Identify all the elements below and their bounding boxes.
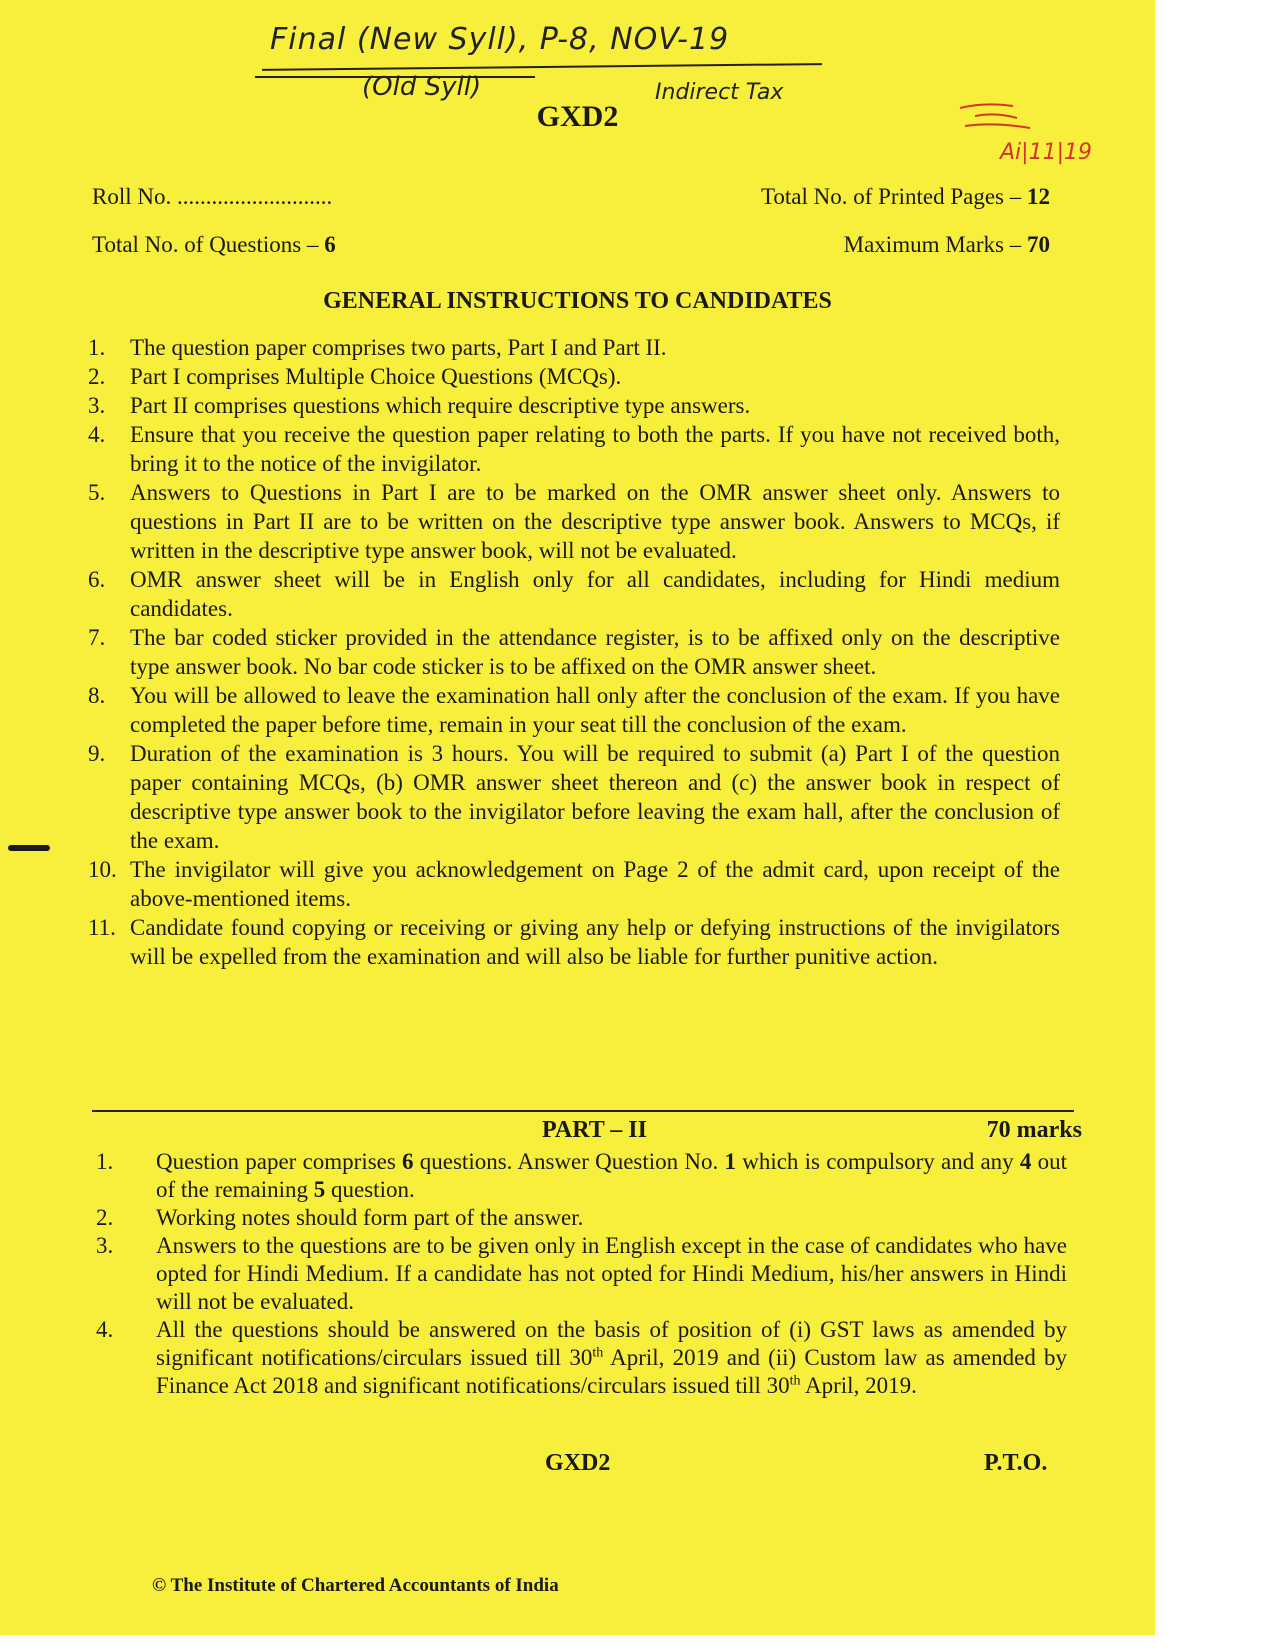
list-item: 11. Candidate found copying or receiving or giving any help or defying instructions of the invigilators will be expelled from the examination and will also be liable for further punitive action. [88,915,1060,969]
part-ii-header [92,1117,1082,1147]
general-instructions-list [88,333,1060,971]
list-item: 3. Part II comprises questions which require descriptive type answers. [88,393,751,418]
list-item: 3. Answers to the questions are to be given only in English except in the case of candidates who have opted for Hindi Medium. If a candidate has not opted for Hindi Medium, his/her answers in Hindi will not be evaluated. [96,1233,1067,1314]
list-item: 10. The invigilator will give you acknowledgement on Page 2 of the admit card, upon receipt of the above-mentioned items. [88,857,1060,911]
part-ii-instructions-list [92,1148,1067,1400]
list-item: 8. You will be allowed to leave the examination hall only after the conclusion of the exam. If you have completed the paper before time, remain in your seat till the conclusion of the exam. [88,683,1060,737]
section-divider [92,1110,1074,1112]
handwritten-red-date: Ai|11|19 [1000,140,1092,165]
copyright-notice: © The Institute of Chartered Accountants of India [152,1575,559,1596]
margin-ink-mark [8,845,50,851]
list-item: 5. Answers to Questions in Part I are to be marked on the OMR answer sheet only. Answers to questions in Part II are to be written on the descriptive type answer book. Answers to MCQs, if written in the descriptive type answer book, will not be evaluated. [88,480,1060,563]
list-item: 4. All the questions should be answered on the basis of position of (i) GST laws as amended by significant notifications/circulars issued till 30th April, 2019 and (ii) Custom law as amended by Finance Act 2018 and significant notifications/circulars issued till 30th April, 2019. [96,1317,1067,1398]
roll-no-field: Roll No. ........................... [92,184,333,209]
handwritten-syllabus-note: (Old Syll) [362,72,482,102]
paper-code: GXD2 [536,100,619,133]
printed-pages: Total No. of Printed Pages – 12 [760,184,1050,209]
total-questions: Total No. of Questions – 6 [92,232,336,257]
list-item: 1. Question paper comprises 6 questions. Answer Question No. 1 which is compulsory and any 4 out of the remaining 5 question. [96,1149,1067,1202]
instructions-heading: GENERAL INSTRUCTIONS TO CANDIDATES [323,288,832,314]
roll-and-pages-row [92,184,1050,210]
part-ii-marks: 70 marks [986,1117,1082,1143]
handwritten-exam-note: Final (New Syll), P-8, NOV-19 [270,22,730,57]
list-item: 2. Working notes should form part of the answer. [96,1205,584,1230]
footer-paper-code: GXD2 [545,1450,611,1476]
part-ii-title: PART – II [542,1117,647,1143]
list-item: 1. The question paper comprises two parts, Part I and Part II. [88,335,667,360]
list-item: 9. Duration of the examination is 3 hours. You will be required to submit (a) Part I of the question paper containing MCQs, (b) OMR answer sheet thereon and (c) the answer book in respect of descriptive type answer book to the invigilator before leaving the exam hall, after the conclusion of the exam. [88,741,1060,853]
list-item: 2. Part I comprises Multiple Choice Questions (MCQs). [88,364,622,389]
list-item: 4. Ensure that you receive the question paper relating to both the parts. If you have not received both, bring it to the notice of the invigilator. [88,422,1060,476]
list-item: 6. OMR answer sheet will be in English only for all candidates, including for Hindi medium candidates. [88,567,1060,621]
pto-label: P.T.O. [984,1450,1048,1476]
questions-and-marks-row [92,232,1050,258]
handwritten-subject-note: Indirect Tax [655,80,784,105]
list-item: 7. The bar coded sticker provided in the attendance register, is to be affixed only on the descriptive type answer book. No bar code sticker is to be affixed on the OMR answer sheet. [88,625,1060,679]
maximum-marks: Maximum Marks – 70 [843,232,1050,257]
handwritten-underline [262,63,822,71]
